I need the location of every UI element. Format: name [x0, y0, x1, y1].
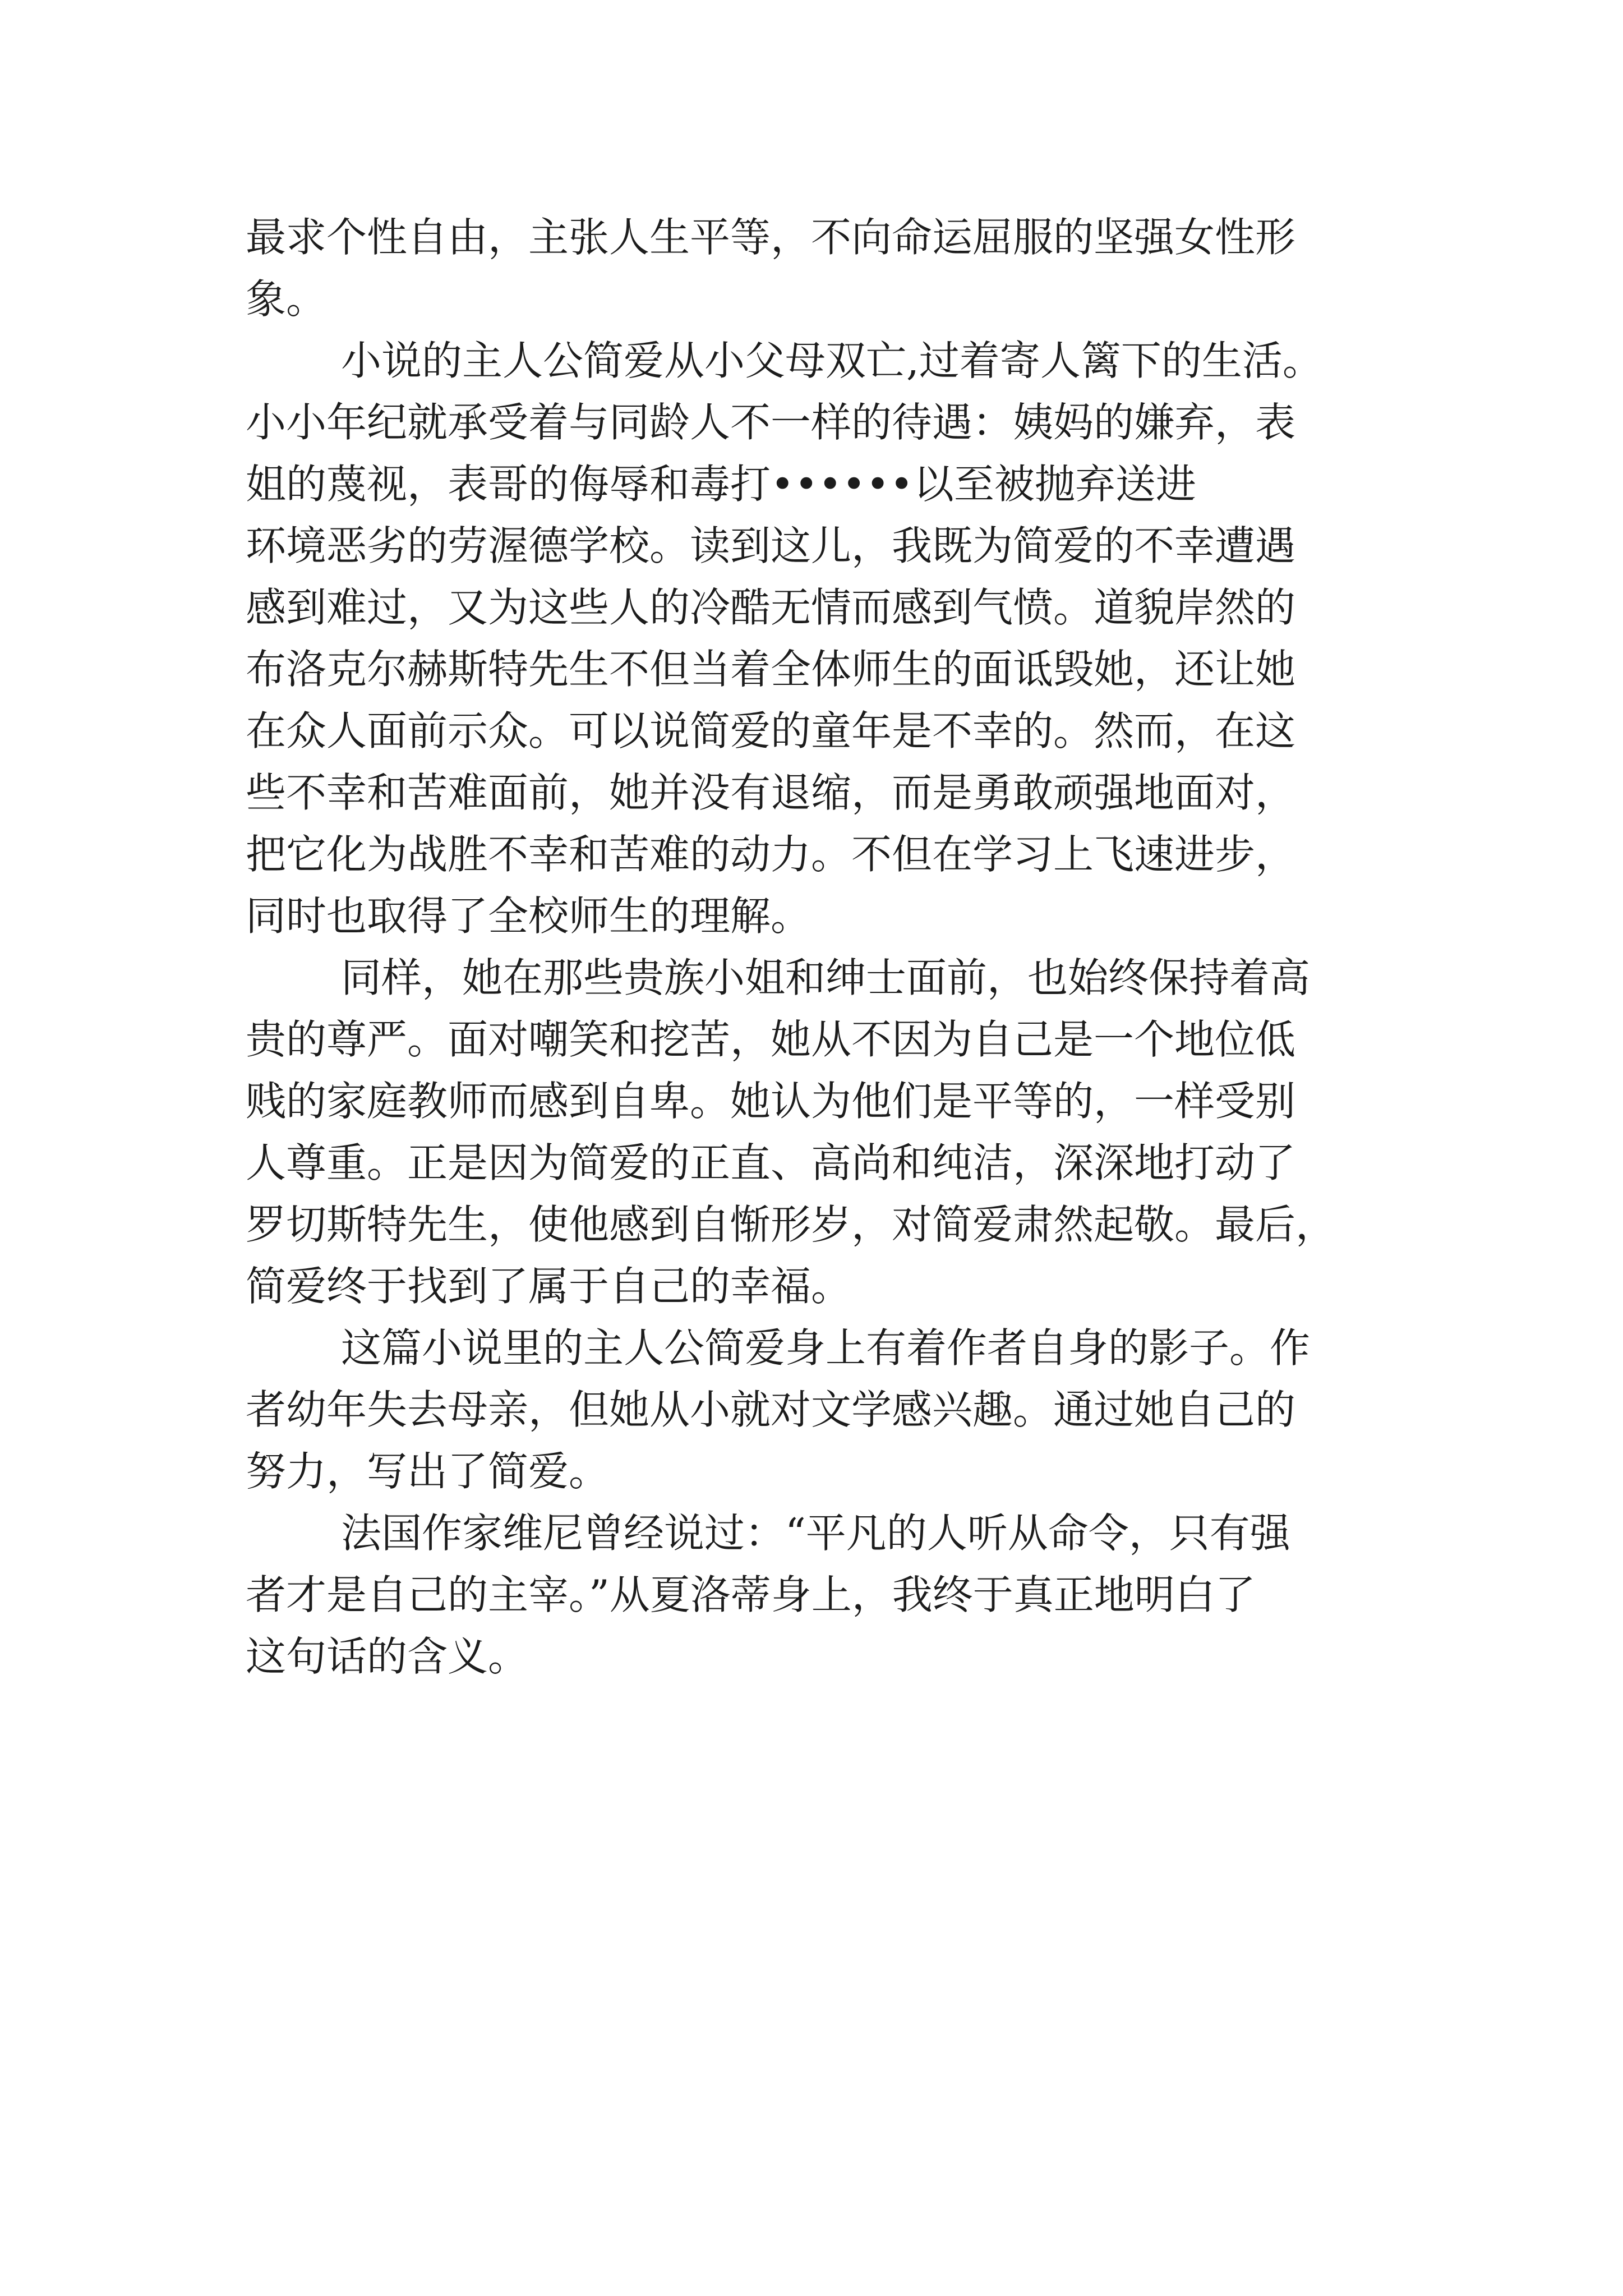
text-line: 感到难过，又为这些人的冷酷无情而感到气愤。道貌岸然的 [246, 584, 1296, 631]
text-line: 这句话的含义。 [246, 1633, 529, 1680]
text-line: 小小年纪就承受着与同龄人不一样的待遇：姨妈的嫌弃，表 [246, 399, 1296, 446]
text-line: 者幼年失去母亲，但她从小就对文学感兴趣。通过她自己的 [246, 1386, 1296, 1433]
text-line: 同时也取得了全校师生的理解。 [246, 892, 811, 940]
text-line: 姐的蔑视，表哥的侮辱和毒打••••••以至被抛弃送进 [246, 461, 1196, 508]
text-line: 布洛克尔赫斯特先生不但当着全体师生的面诋毁她，还让她 [246, 646, 1296, 693]
text-line: 小说的主人公简爱从小父母双亡,过着寄人篱下的生活。 [341, 337, 1323, 384]
text-line: 努力，写出了简爱。 [246, 1448, 610, 1495]
text-line: 在众人面前示众。可以说简爱的童年是不幸的。然而，在这 [246, 707, 1296, 754]
text-line: 人尊重。正是因为简爱的正直、高尚和纯洁，深深地打动了 [246, 1139, 1296, 1186]
text-line: 贱的家庭教师而感到自卑。她认为他们是平等的，一样受别 [246, 1078, 1296, 1125]
text-line: 同样，她在那些贵族小姐和绅士面前，也始终保持着高 [341, 954, 1311, 1001]
text-line: 罗切斯特先生，使他感到自惭形岁，对简爱肃然起敬。最后， [246, 1201, 1336, 1248]
text-line: 把它化为战胜不幸和苦难的动力。不但在学习上飞速进步， [246, 831, 1296, 878]
text-line: 简爱终于找到了属于自己的幸福。 [246, 1263, 852, 1310]
text-line: 环境恶劣的劳渥德学校。读到这儿，我既为简爱的不幸遭遇 [246, 522, 1296, 569]
text-line: 象。 [246, 275, 327, 323]
text-line: 者才是自己的主宰。”从夏洛蒂身上，我终于真正地明白了 [246, 1571, 1256, 1618]
body-text [246, 206, 1451, 1687]
text-line: 最求个性自由，主张人生平等，不向命运屈服的坚强女性形 [246, 214, 1296, 261]
text-line: 贵的尊严。面对嘲笑和挖苦，她从不因为自己是一个地位低 [246, 1016, 1296, 1063]
text-line: 法国作家维尼曾经说过：“平凡的人听从命令，只有强 [341, 1510, 1290, 1557]
text-line: 些不幸和苦难面前，她并没有退缩，而是勇敢顽强地面对， [246, 769, 1296, 816]
text-line: 这篇小说里的主人公简爱身上有着作者自身的影子。作 [341, 1324, 1311, 1372]
